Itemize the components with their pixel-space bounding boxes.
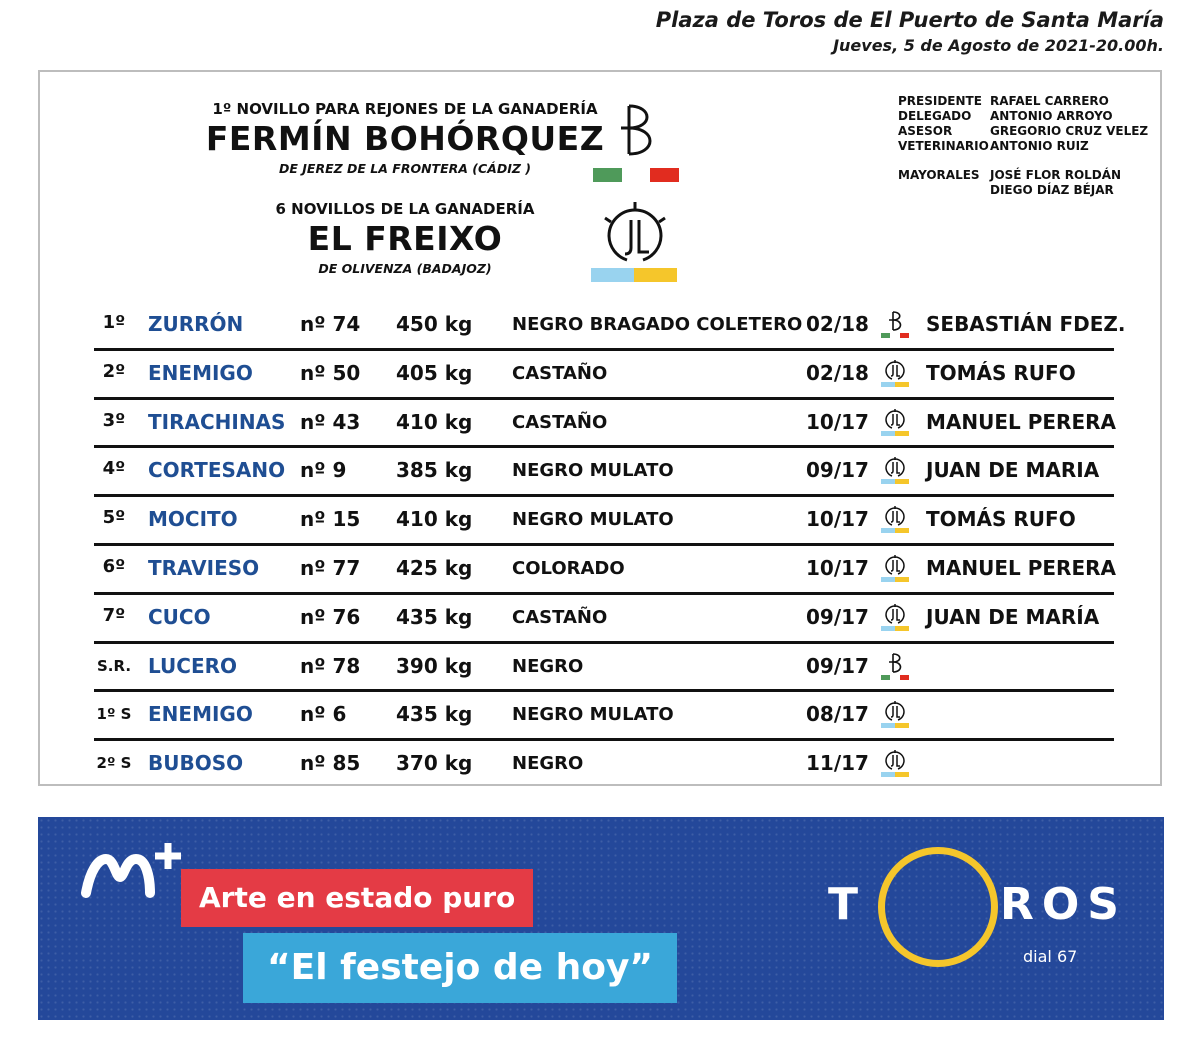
bull-name: CUCO bbox=[148, 604, 211, 629]
table-row bbox=[94, 644, 1114, 693]
official-name: DIEGO DÍAZ BÉJAR bbox=[990, 183, 1114, 197]
bull-birth-date: 02/18 bbox=[806, 360, 869, 385]
official-role: VETERINARIO bbox=[898, 139, 989, 153]
bull-number: nº 85 bbox=[300, 751, 361, 776]
bull-coat: NEGRO MULATO bbox=[512, 460, 674, 482]
bull-order: 3º bbox=[102, 409, 126, 431]
bull-coat: CASTAÑO bbox=[512, 362, 608, 384]
official-name: ANTONIO RUIZ bbox=[990, 139, 1089, 153]
bull-weight: 370 kg bbox=[396, 751, 473, 776]
freixo-brand-icon bbox=[881, 749, 909, 777]
table-row bbox=[94, 400, 1114, 449]
freixo-brand-icon bbox=[881, 603, 909, 631]
bull-weight: 385 kg bbox=[396, 458, 473, 483]
tagline-label: Arte en estado puro bbox=[181, 869, 533, 927]
toros-channel-logo bbox=[818, 837, 1138, 987]
bull-torero: JUAN DE MARIA bbox=[926, 458, 1100, 483]
bull-birth-date: 08/17 bbox=[806, 702, 869, 727]
bull-coat: NEGRO BRAGADO COLETERO bbox=[512, 314, 803, 335]
bulls-sheet bbox=[38, 70, 1162, 786]
promo-banner bbox=[38, 817, 1164, 1020]
freixo-brand-icon bbox=[881, 359, 909, 387]
bull-birth-date: 02/18 bbox=[806, 312, 869, 336]
ganaderia-bohorquez bbox=[170, 100, 640, 176]
channel-dial: dial 67 bbox=[1023, 947, 1078, 966]
official-veterinario bbox=[898, 139, 1148, 154]
bull-order: 7º bbox=[102, 604, 126, 626]
bull-coat: NEGRO bbox=[512, 655, 584, 677]
bohorquez-colors bbox=[593, 168, 679, 182]
bull-torero: MANUEL PERERA bbox=[926, 409, 1116, 434]
bull-order: 2º S bbox=[96, 754, 132, 773]
official-name: GREGORIO CRUZ VELEZ bbox=[990, 124, 1149, 138]
bull-order: 5º bbox=[102, 507, 126, 529]
bull-number: nº 76 bbox=[300, 604, 361, 629]
official-role: PRESIDENTE bbox=[898, 94, 982, 108]
ganaderia-origin: DE JEREZ DE LA FRONTERA (CÁDIZ ) bbox=[279, 161, 531, 176]
toros-letters-ros: ROS bbox=[1000, 879, 1127, 930]
bull-coat: NEGRO bbox=[512, 753, 584, 775]
official-mayorales-2 bbox=[898, 183, 1148, 198]
bull-number: nº 9 bbox=[300, 458, 347, 483]
official-delegado bbox=[898, 109, 1148, 124]
bull-weight: 435 kg bbox=[396, 702, 473, 727]
ganaderia-intro: 6 NOVILLOS DE LA GANADERÍA bbox=[275, 200, 535, 218]
bull-torero: MANUEL PERERA bbox=[926, 555, 1116, 580]
bull-weight: 410 kg bbox=[396, 507, 473, 532]
bull-name: ENEMIGO bbox=[148, 360, 253, 385]
bull-coat: CASTAÑO bbox=[512, 606, 608, 628]
bull-weight: 390 kg bbox=[396, 653, 473, 678]
event-header bbox=[656, 8, 1164, 55]
bull-torero: TOMÁS RUFO bbox=[926, 507, 1076, 532]
bull-coat: CASTAÑO bbox=[512, 411, 608, 433]
bull-name: TIRACHINAS bbox=[148, 409, 286, 434]
bull-number: nº 78 bbox=[300, 653, 361, 678]
table-row bbox=[94, 595, 1114, 644]
freixo-brand-icon bbox=[881, 700, 909, 728]
bull-birth-date: 09/17 bbox=[806, 604, 869, 629]
freixo-brand-icon bbox=[881, 408, 909, 436]
toros-letter-t: T bbox=[828, 879, 867, 930]
movistar-plus-logo bbox=[80, 837, 190, 907]
bull-number: nº 77 bbox=[300, 555, 361, 580]
officials-list bbox=[898, 94, 1148, 198]
bull-name: BUBOSO bbox=[148, 751, 244, 776]
bull-coat: NEGRO MULATO bbox=[512, 509, 674, 531]
freixo-brand-icon bbox=[881, 456, 909, 484]
ganaderia-intro: 1º NOVILLO PARA REJONES DE LA GANADERÍA bbox=[212, 100, 598, 118]
bull-birth-date: 10/17 bbox=[806, 507, 869, 532]
bohorquez-brand-icon bbox=[881, 310, 909, 338]
table-row bbox=[94, 741, 1114, 790]
toros-ring-icon bbox=[878, 847, 998, 967]
table-row bbox=[94, 497, 1114, 546]
bull-name: LUCERO bbox=[148, 653, 238, 678]
official-role: DELEGADO bbox=[898, 109, 972, 123]
bull-order: 1º S bbox=[96, 705, 132, 724]
bull-birth-date: 09/17 bbox=[806, 653, 869, 678]
ganaderia-origin: DE OLIVENZA (BADAJOZ) bbox=[318, 261, 492, 276]
event-date: Jueves, 5 de Agosto de 2021-20.00h. bbox=[833, 36, 1164, 55]
bull-torero: SEBASTIÁN FDEZ. bbox=[926, 312, 1126, 336]
bull-coat: NEGRO MULATO bbox=[512, 704, 674, 726]
official-name: RAFAEL CARRERO bbox=[990, 94, 1109, 108]
bohorquez-brand-icon bbox=[593, 98, 681, 182]
ganaderia-name: FERMÍN BOHÓRQUEZ bbox=[205, 119, 605, 158]
bull-weight: 450 kg bbox=[396, 312, 473, 336]
bulls-table bbox=[94, 302, 1126, 790]
bull-birth-date: 10/17 bbox=[806, 555, 869, 580]
official-name: JOSÉ FLOR ROLDÁN bbox=[990, 168, 1122, 182]
official-mayorales bbox=[898, 168, 1148, 183]
bull-name: CORTESANO bbox=[148, 458, 286, 483]
ganaderia-freixo bbox=[170, 200, 640, 276]
table-row bbox=[94, 692, 1114, 741]
bull-name: TRAVIESO bbox=[148, 555, 260, 580]
freixo-brand-icon bbox=[881, 505, 909, 533]
bull-number: nº 74 bbox=[300, 312, 361, 336]
bull-name: ENEMIGO bbox=[148, 702, 253, 727]
official-role: ASESOR bbox=[898, 124, 953, 138]
venue-name: Plaza de Toros de El Puerto de Santa María bbox=[655, 8, 1164, 32]
bull-torero: JUAN DE MARÍA bbox=[926, 604, 1100, 629]
bull-coat: COLORADO bbox=[512, 557, 625, 579]
bull-order: S.R. bbox=[96, 656, 132, 675]
bull-number: nº 15 bbox=[300, 507, 361, 532]
program-label: “El festejo de hoy” bbox=[243, 933, 677, 1003]
bull-weight: 410 kg bbox=[396, 409, 473, 434]
table-row bbox=[94, 302, 1126, 351]
bull-birth-date: 10/17 bbox=[806, 409, 869, 434]
bull-number: nº 6 bbox=[300, 702, 347, 727]
bull-name: MOCITO bbox=[148, 507, 238, 532]
official-name: ANTONIO ARROYO bbox=[990, 109, 1113, 123]
freixo-brand-icon bbox=[591, 198, 679, 282]
official-asesor bbox=[898, 124, 1148, 139]
freixo-colors bbox=[591, 268, 677, 282]
bull-name: ZURRÓN bbox=[148, 312, 244, 336]
bohorquez-brand-icon bbox=[881, 652, 909, 680]
bull-number: nº 50 bbox=[300, 360, 361, 385]
bull-number: nº 43 bbox=[300, 409, 361, 434]
bull-torero: TOMÁS RUFO bbox=[926, 360, 1076, 385]
bull-weight: 425 kg bbox=[396, 555, 473, 580]
bull-birth-date: 09/17 bbox=[806, 458, 869, 483]
official-presidente bbox=[898, 94, 1148, 109]
bull-weight: 405 kg bbox=[396, 360, 473, 385]
bull-order: 1º bbox=[102, 312, 126, 333]
official-role: MAYORALES bbox=[898, 168, 980, 182]
table-row bbox=[94, 546, 1114, 595]
bull-order: 2º bbox=[102, 360, 126, 382]
ganaderia-name: EL FREIXO bbox=[307, 219, 503, 258]
bull-order: 6º bbox=[102, 555, 126, 577]
table-row bbox=[94, 448, 1114, 497]
bull-weight: 435 kg bbox=[396, 604, 473, 629]
freixo-brand-icon bbox=[881, 554, 909, 582]
bull-order: 4º bbox=[102, 458, 126, 480]
bull-birth-date: 11/17 bbox=[806, 751, 869, 776]
table-row bbox=[94, 351, 1114, 400]
